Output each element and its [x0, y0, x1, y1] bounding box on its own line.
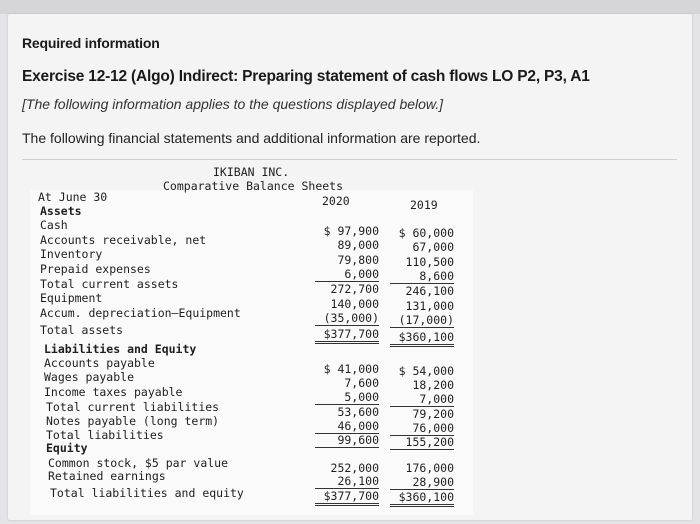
value-2019: $360,100: [390, 490, 454, 507]
row-label: Total current assets: [40, 277, 179, 291]
row-label: Equipment: [40, 291, 103, 305]
value-2019: (17,000): [390, 313, 454, 328]
value-2020: $ 97,900: [323, 224, 379, 238]
exercise-title: Exercise 12-12 (Algo) Indirect: Preparing statement of cash flows LO P2, P3, A1: [22, 68, 590, 85]
value-2020: 79,800: [337, 253, 379, 267]
row-label: Total assets: [40, 323, 124, 337]
row-label: Cash: [40, 218, 68, 232]
value-2020: 7,600: [344, 376, 379, 390]
browser-top-strip: [0, 0, 700, 14]
row-label: Accounts payable: [44, 356, 155, 370]
required-heading: Required information: [22, 35, 160, 51]
row-label: Total liabilities and equity: [50, 486, 244, 500]
row-label: Retained earnings: [48, 469, 166, 483]
value-2019: 67,000: [412, 240, 454, 254]
value-2019: 110,500: [405, 255, 454, 269]
row-label: Wages payable: [44, 370, 135, 384]
row-label: Accum. depreciation–Equipment: [40, 306, 241, 320]
col-header-2019: 2019: [410, 198, 438, 212]
value-2019: 176,000: [405, 461, 454, 475]
col-header-2020: 2020: [322, 194, 350, 208]
date-label: At June 30: [38, 190, 108, 204]
value-2019: $ 54,000: [398, 364, 454, 378]
value-2020: 89,000: [337, 238, 379, 252]
value-2019: 18,200: [412, 378, 454, 392]
row-label: Total liabilities: [46, 428, 164, 442]
row-label: Prepaid expenses: [40, 262, 151, 276]
value-2019: 7,000: [390, 392, 454, 407]
value-2019: $360,100: [390, 330, 454, 347]
value-2020: 272,700: [330, 282, 379, 296]
value-2019: 79,200: [412, 407, 454, 421]
company-name: IKIBAN INC.: [213, 165, 290, 179]
value-2020: 26,100: [315, 474, 379, 489]
value-2020: $377,700: [315, 327, 379, 344]
row-label: Accounts receivable, net: [40, 233, 207, 247]
value-2019: 28,900: [390, 475, 454, 490]
row-label-assets: Assets: [40, 204, 82, 218]
value-2019: 8,600: [390, 269, 454, 284]
value-2019: 131,000: [405, 299, 454, 313]
row-label: Total current liabilities: [46, 400, 220, 414]
value-2020: 252,000: [330, 461, 379, 475]
sheet-subtitle: Comparative Balance Sheets: [163, 179, 344, 193]
row-label: Common stock, $5 par value: [48, 456, 229, 470]
intro-text: The following financial statements and additional information are reported.: [22, 130, 481, 146]
value-2019: 76,000: [390, 421, 454, 436]
value-2020: 46,000: [315, 419, 379, 434]
value-2020: $ 41,000: [323, 362, 379, 376]
applies-note: [The following information applies to the questions displayed below.]: [22, 96, 444, 112]
value-2020: (35,000): [315, 311, 379, 326]
value-2019: 155,200: [390, 435, 454, 450]
row-label: Inventory: [40, 247, 103, 261]
divider: [22, 159, 677, 160]
value-2019: 246,100: [405, 284, 454, 298]
row-label-liabilities: Liabilities and Equity: [44, 342, 197, 356]
value-2020: 6,000: [315, 267, 379, 282]
row-label: Notes payable (long term): [46, 414, 220, 428]
row-label: Income taxes payable: [44, 385, 183, 399]
value-2020: $377,700: [315, 489, 379, 506]
value-2020: 99,600: [315, 433, 379, 448]
row-label-equity: Equity: [46, 441, 88, 455]
value-2019: $ 60,000: [398, 226, 454, 240]
value-2020: 5,000: [315, 390, 379, 405]
value-2020: 140,000: [330, 297, 379, 311]
value-2020: 53,600: [337, 405, 379, 419]
